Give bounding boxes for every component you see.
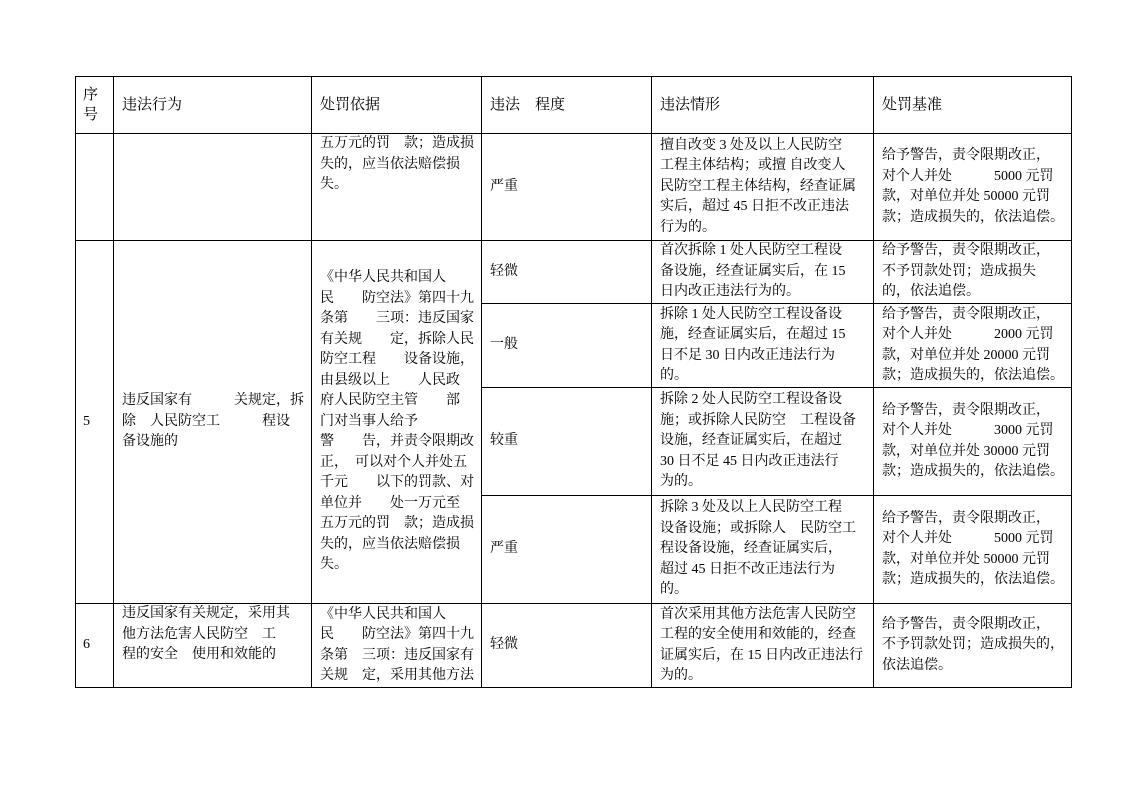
circumstance-cell: 拆除 3 处及以上人民防空工程 设备设施；或拆除人 民防空工 程设备设施，经查证属实后， 超过 45 日拒不改正违法行为 的。 xyxy=(652,496,874,604)
legal-basis-cell: 《中华人民共和国人 民 防空法》第四十九 条第 三项：违反国家 有关规 定，拆除人民 防空工程 设备设施， 由县级以上 人民政 府人民防空主管 部 门对当事人给予 警 告，并责令限期改 正， 可以对个人并处五 千元 以下的罚款、对 单位并 处一万元至 五万元的罚 款；造成损 失的，应当依法赔偿损 失。 xyxy=(312,241,482,604)
circumstance-cell: 首次采用其他方法危害人民防空 工程的安全使用和效能的，经查 证属实后，在 15 日内改正违法行 为的。 xyxy=(652,604,874,688)
table-header-row xyxy=(76,77,1072,134)
violation-cell: 违反国家有关规定，采用其 他方法危害人民防空 工 程的安全 使用和效能的 xyxy=(114,604,312,688)
row-index-cell: 6 xyxy=(76,604,114,688)
table-row xyxy=(76,241,1072,304)
degree-cell: 轻微 xyxy=(482,241,652,304)
degree-cell: 严重 xyxy=(482,496,652,604)
degree-cell: 轻微 xyxy=(482,604,652,688)
penalty-cell: 给予警告，责令限期改正， 对个人并处 3000 元罚 款，对单位并处 30000 元罚 款；造成损失的，依法追偿。 xyxy=(874,388,1072,496)
circumstance-cell: 拆除 2 处人民防空工程设备设 施；或拆除人民防空 工程设备 设施，经查证属实后，在超过 30 日不足 45 日内改正违法行 为的。 xyxy=(652,388,874,496)
header-index xyxy=(76,77,114,134)
penalty-cell: 给予警告，责令限期改正， 对个人并处 5000 元罚 款，对单位并处 50000 元罚 款；造成损失的，依法追偿。 xyxy=(874,496,1072,604)
table-row xyxy=(76,134,1072,241)
violation-cell: 违反国家有 关规定，拆 除 人民防空工 程设 备设施的 xyxy=(114,241,312,604)
degree-cell: 一般 xyxy=(482,304,652,388)
penalty-cell: 给予警告，责令限期改正， 不予罚款处罚；造成损失的， 依法追偿。 xyxy=(874,604,1072,688)
header-penalty: 处罚基准 xyxy=(874,77,1072,134)
circumstance-cell: 拆除 1 处人民防空工程设备设 施，经查证属实后，在超过 15 日不足 30 日内改正违法行为 的。 xyxy=(652,304,874,388)
legal-basis-cell: 五万元的罚 款；造成损 失的，应当依法赔偿损 失。 xyxy=(312,134,482,241)
penalty-cell: 给予警告，责令限期改正， 对个人并处 2000 元罚 款，对单位并处 20000 元罚 款；造成损失的，依法追偿。 xyxy=(874,304,1072,388)
header-legal-basis: 处罚依据 xyxy=(312,77,482,134)
penalty-cell: 给予警告，责令限期改正， 对个人并处 5000 元罚 款，对单位并处 50000 元罚 款；造成损失的，依法追偿。 xyxy=(874,134,1072,241)
header-index-label: 序号 xyxy=(83,86,99,123)
circumstance-cell: 擅自改变 3 处及以上人民防空 工程主体结构；或擅 自改变人 民防空工程主体结构，经查证属 实后，超过 45 日拒不改正违法 行为的。 xyxy=(652,134,874,241)
violation-cell xyxy=(114,134,312,241)
row-index-cell: 5 xyxy=(76,241,114,604)
table-row xyxy=(76,604,1072,688)
circumstance-cell: 首次拆除 1 处人民防空工程设 备设施，经查证属实后，在 15 日内改正违法行为的。 xyxy=(652,241,874,304)
header-degree: 违法 程度 xyxy=(482,77,652,134)
header-violation: 违法行为 xyxy=(114,77,312,134)
penalty-standard-table xyxy=(75,76,1072,688)
degree-cell: 严重 xyxy=(482,134,652,241)
penalty-cell: 给予警告，责令限期改正， 不予罚款处罚；造成损失 的，依法追偿。 xyxy=(874,241,1072,304)
header-circumstance: 违法情形 xyxy=(652,77,874,134)
legal-basis-cell: 《中华人民共和国人 民 防空法》第四十九 条第 三项：违反国家有 关规 定，采用其他方法 xyxy=(312,604,482,688)
row-index-cell xyxy=(76,134,114,241)
degree-cell: 较重 xyxy=(482,388,652,496)
